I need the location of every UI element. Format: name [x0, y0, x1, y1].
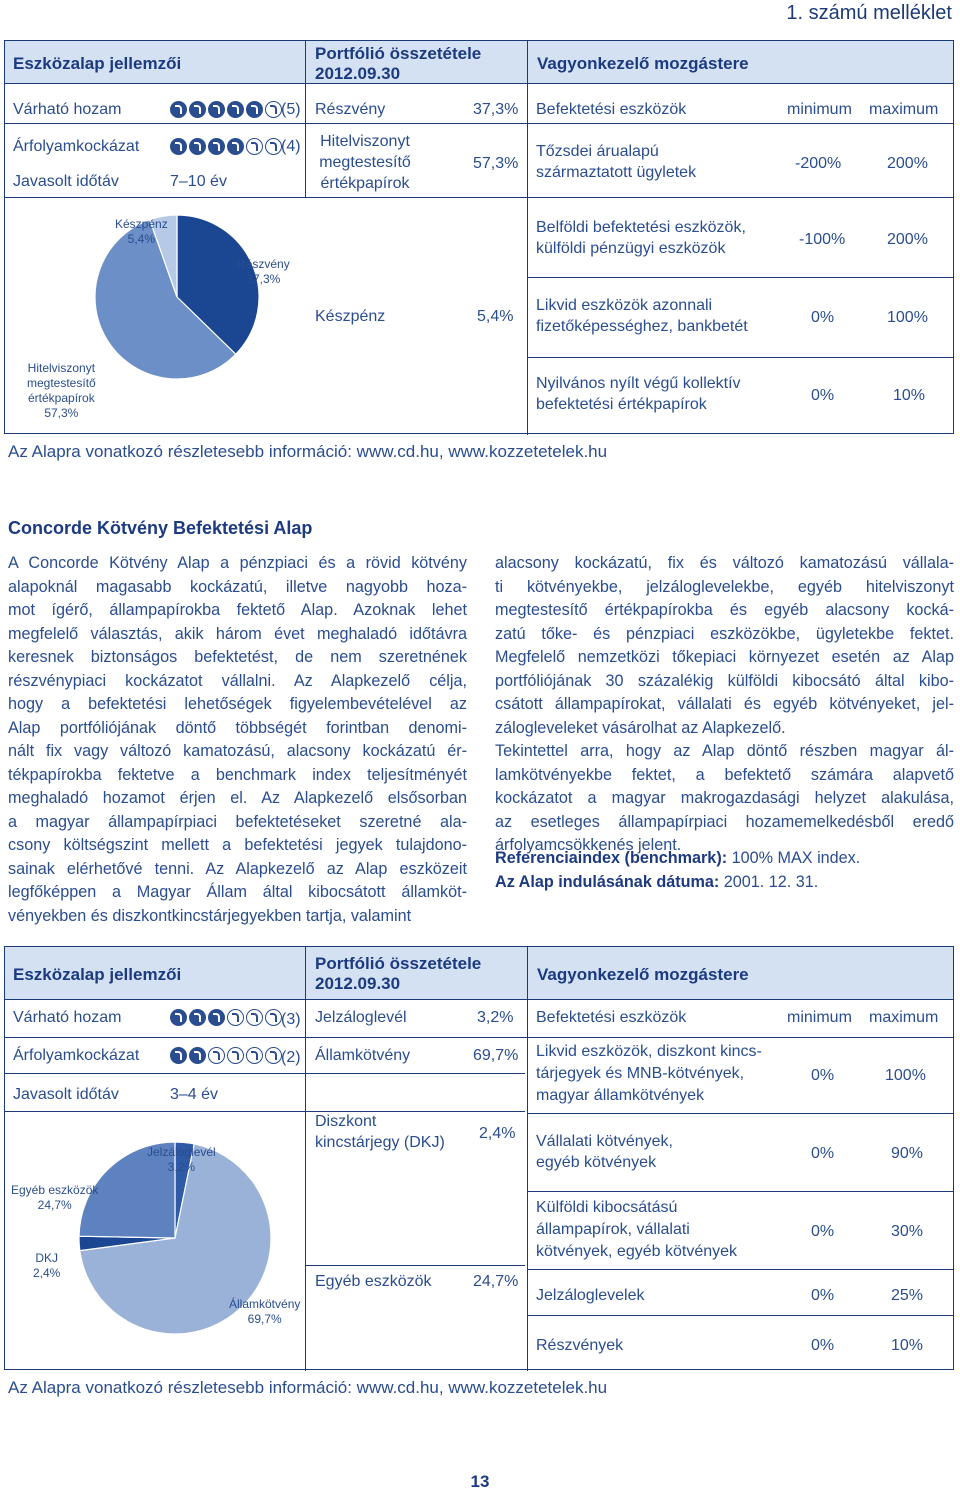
- limit-row-text: Vállalati kötvények,: [536, 1133, 673, 1150]
- divider: [5, 123, 953, 124]
- fund1-header-manager-range: Vagyonkezelő mozgástere: [537, 54, 749, 73]
- article-title: Concorde Kötvény Befektetési Alap: [8, 518, 313, 538]
- pie-label-text: 3,2%: [167, 1160, 196, 1174]
- horizon-value: 7–10 év: [170, 173, 227, 190]
- limit-row-text: külföldi pénzügyi eszközök: [536, 240, 726, 257]
- paragraph-line: mot ígérő, állampapírokba fektető Alap. Azoknak lehet: [8, 601, 467, 619]
- portfolio-item-name: Részvény: [315, 101, 386, 118]
- horizon-label: Javasolt időtáv: [13, 1086, 119, 1103]
- rating-filled-icon: [189, 138, 206, 155]
- limit-row-text: állampapírok, vállalati: [536, 1221, 690, 1238]
- paragraph-line: az esetleges állampapírpiaci hozamemelkedésből eredő: [495, 812, 954, 831]
- pie-label-other-assets: [11, 1183, 98, 1213]
- paragraph-line: kockázatot a magyar makrogazdasági helyzet alakulása,: [495, 789, 954, 807]
- paragraph-line: zálogleveleket vásárolhat az Alapkezelő.: [495, 718, 786, 737]
- risk-label: Árfolyamkockázat: [13, 138, 140, 155]
- paragraph-line: lamkötvényekbe fektet, a befektető számára alapvető: [495, 765, 954, 784]
- portfolio-item-value: 24,7%: [473, 1273, 519, 1290]
- portfolio-item-name-line: értékpapírok: [320, 175, 410, 192]
- paragraph-line: árfolyamcsökkenés jelent.: [495, 836, 682, 854]
- pie-label-text: 24,7%: [37, 1198, 72, 1212]
- limit-row: [536, 1041, 762, 1107]
- rating-filled-icon: [227, 101, 244, 118]
- limit-row-text: tárjegyek és MNB-kötvények,: [536, 1065, 745, 1082]
- paragraph-line: meghaladó hozamot érjen el. Az Alapkezelő elsősorban: [8, 789, 467, 807]
- expected-return-label: Várható hozam: [13, 101, 122, 118]
- paragraph-line: vényekben és diszkontkincstárjegyekben tartja, valamint: [8, 906, 412, 925]
- pie-label-text: 69,7%: [247, 1312, 282, 1326]
- divider: [527, 1191, 953, 1192]
- rating-filled-icon: [227, 138, 244, 155]
- limit-row-text: Belföldi befektetési eszközök,: [536, 219, 746, 236]
- divider: [305, 1265, 525, 1266]
- pie-label-text: 57,3%: [44, 406, 79, 420]
- limit-max: 10%: [891, 1337, 924, 1354]
- limits-header-max: maximum: [869, 101, 939, 118]
- limit-row: [536, 1197, 737, 1263]
- limit-row-text: Nyilvános nyílt végű kollektív: [536, 375, 741, 392]
- start-date-label: Az Alap indulásának dátuma:: [495, 873, 720, 891]
- limit-row: Jelzáloglevelek: [536, 1287, 645, 1304]
- pie-label-text: megtestesítő: [27, 376, 96, 390]
- paragraph-line: alacsony kockázatú, fix és változó kamatozású vállala-: [495, 554, 954, 572]
- paragraph-line: Tekintettel arra, hogy az Alap döntő részben magyar ál-: [495, 742, 954, 760]
- rating-filled-icon: [208, 138, 225, 155]
- limit-row-text: Külföldi kibocsátású: [536, 1199, 678, 1216]
- horizon-value: 3–4 év: [170, 1086, 219, 1103]
- pie-label-text: Egyéb eszközök: [11, 1183, 99, 1197]
- rating-filled-icon: [208, 1009, 225, 1026]
- expected-return-value: (5): [281, 101, 301, 118]
- limit-max: 90%: [891, 1145, 924, 1162]
- pie-label-text: DKJ: [35, 1251, 59, 1265]
- divider: [527, 1315, 953, 1316]
- portfolio-item-value: 2,4%: [479, 1125, 516, 1142]
- portfolio-item-name: Készpénz: [315, 308, 386, 325]
- benchmark-value: 100% MAX index.: [727, 849, 861, 867]
- limit-row: Részvények: [536, 1337, 624, 1354]
- paragraph-line: nált fix vagy változó kamatozású, alacsony kockázatú ér-: [8, 742, 467, 760]
- pie-label-text: Készpénz: [115, 217, 168, 231]
- portfolio-item-name: Jelzáloglevél: [315, 1009, 407, 1026]
- rating-empty-icon: [265, 138, 282, 155]
- limit-min: 0%: [811, 387, 835, 404]
- paragraph-line: részvénypiaci kockázatot vállalni. Az Alapkezelő célja,: [8, 671, 467, 690]
- portfolio-item-name-line: kincstárjegy (DKJ): [315, 1134, 445, 1151]
- pie-label-text: 5,4%: [127, 232, 156, 246]
- rating-filled-icon: [208, 101, 225, 118]
- rating-filled-icon: [170, 101, 187, 118]
- limit-row-text: befektetési értékpapírok: [536, 396, 707, 413]
- limit-row-text: Likvid eszközök, diszkont kincs-: [536, 1043, 762, 1060]
- paragraph-line: sainak elérhetővé tenni. Az Alapkezelő az Alap eszközeit: [8, 859, 467, 878]
- article-right-column: [495, 552, 954, 858]
- pie-label-cash: [115, 217, 168, 247]
- risk-rating: [170, 138, 282, 155]
- article-left-column: [8, 552, 467, 928]
- pie-label-text: Jelzáloglevél: [147, 1145, 216, 1159]
- paragraph-line: Alap portfóliójának döntő többségét forintban denomi-: [8, 718, 467, 737]
- fund1-info-text: Az Alapra vonatkozó részletesebb információ: www.cd.hu, www.kozzetetelek.hu: [8, 442, 608, 461]
- fund1-header-portfolio: [315, 44, 481, 84]
- paragraph-line: tékpapírokba fektetve a benchmark index teljesítményét: [8, 765, 467, 784]
- pie-label-text: Részvény: [237, 257, 290, 271]
- limit-row-text: Likvid eszközök azonnali: [536, 297, 713, 314]
- paragraph-line: ti kötvényekbe, jelzáloglevelekbe, egyéb hitelviszonyt: [495, 577, 954, 596]
- pie-label-text: Államkötvény: [229, 1297, 301, 1311]
- limits-header-max: maximum: [869, 1009, 939, 1026]
- fund2-header-manager-range: Vagyonkezelő mozgástere: [537, 965, 749, 984]
- portfolio-item-name-line: Diszkont: [315, 1113, 377, 1130]
- portfolio-item-name: Államkötvény: [315, 1047, 411, 1064]
- paragraph-line: A Concorde Kötvény Alap a pénzpiaci és a rövid kötvény: [8, 554, 467, 572]
- portfolio-item-value: 57,3%: [473, 155, 519, 172]
- fund2-header-portfolio: [315, 954, 481, 994]
- portfolio-item-name-line: Hitelviszonyt: [320, 133, 410, 150]
- fund2-info-text: Az Alapra vonatkozó részletesebb információ: www.cd.hu, www.kozzetetelek.hu: [8, 1378, 608, 1397]
- limit-min: -100%: [799, 231, 846, 248]
- rating-empty-icon: [265, 1009, 282, 1026]
- limit-min: -200%: [795, 155, 842, 172]
- portfolio-item-value: 3,2%: [477, 1009, 514, 1026]
- rating-filled-icon: [189, 1047, 206, 1064]
- divider: [527, 277, 953, 278]
- limit-max: 100%: [887, 309, 928, 326]
- limit-row: [536, 1131, 673, 1173]
- pie-label-text: Hitelviszonyt: [27, 361, 96, 375]
- paragraph-line: megfelelő választás, akik három évet meghaladó időtávra: [8, 624, 467, 643]
- limit-min: 0%: [811, 1337, 835, 1354]
- rating-filled-icon: [246, 101, 263, 118]
- rating-filled-icon: [170, 1047, 187, 1064]
- expected-return-rating: [170, 1009, 282, 1026]
- limit-row: [536, 217, 746, 259]
- paragraph-line: zatú tőke- és pénzpiaci eszközökbe, ügyletekbe fektet.: [495, 624, 954, 643]
- rating-empty-icon: [246, 1047, 263, 1064]
- paragraph-line: keresnek biztonságos befektetést, de nem szeretnének: [8, 648, 467, 666]
- fund2-header-portfolio-title: Portfólió összetétele: [315, 954, 482, 973]
- divider: [5, 1111, 525, 1112]
- paragraph-line: legfőképpen a Magyar Állam által kibocsátott államköt-: [8, 883, 467, 901]
- risk-rating: [170, 1047, 282, 1064]
- portfolio-item-name: Egyéb eszközök: [315, 1273, 432, 1290]
- limit-row-text: magyar államkötvények: [536, 1087, 705, 1104]
- limit-min: 0%: [811, 1067, 835, 1084]
- limit-row: [536, 141, 696, 183]
- pie-label-dkj: [33, 1251, 60, 1281]
- fund2-header-characteristics: Eszközalap jellemzői: [13, 965, 182, 984]
- limit-row: [536, 295, 748, 337]
- pie-label-government-bond: [229, 1297, 300, 1327]
- rating-filled-icon: [189, 101, 206, 118]
- divider: [527, 1113, 953, 1114]
- rating-empty-icon: [265, 101, 282, 118]
- portfolio-item-value: 69,7%: [473, 1047, 519, 1064]
- limit-row-text: egyéb kötvények: [536, 1154, 657, 1171]
- expected-return-value: (3): [281, 1011, 301, 1028]
- limits-header-label: Befektetési eszközök: [536, 101, 687, 118]
- divider: [527, 947, 528, 1371]
- paragraph-line: csátott állampapírokat, vállalati és egyéb kötvényeket, jel-: [495, 695, 954, 713]
- risk-value: (4): [281, 138, 301, 155]
- expected-return-rating: [170, 101, 282, 118]
- divider: [5, 999, 953, 1000]
- paragraph-line: csony költségszint mellett a befektetési jegyek tulajdono-: [8, 836, 467, 854]
- start-date-value: 2001. 12. 31.: [719, 873, 819, 891]
- paragraph-line: portfóliójának 30 százalékig külföldi kibocsátó által kibo-: [495, 671, 954, 690]
- benchmark-label: Referenciaindex (benchmark):: [495, 849, 728, 867]
- pie-label-text: 2,4%: [33, 1266, 61, 1280]
- limit-min: 0%: [811, 1287, 835, 1304]
- fund1-header-portfolio-date: 2012.09.30: [315, 64, 401, 83]
- paragraph-line: Megfelelő nemzetközi tőkepiaci környezet esetén az Alap: [495, 648, 954, 666]
- paragraph-line: a magyar állampapírpiaci befektetéseket szeretné ala-: [8, 812, 467, 831]
- page-number: 13: [470, 1472, 490, 1491]
- limit-max: 30%: [891, 1223, 924, 1240]
- expected-return-label: Várható hozam: [13, 1009, 122, 1026]
- fund1-header-portfolio-title: Portfólió összetétele: [315, 44, 482, 63]
- rating-filled-icon: [170, 138, 187, 155]
- paragraph-line: megtestesítő értékpapírokba és egyéb alacsony kocká-: [495, 601, 954, 619]
- pie-label-text: értékpapírok: [28, 391, 95, 405]
- fund2-header-portfolio-date: 2012.09.30: [315, 974, 401, 993]
- divider: [305, 947, 306, 1371]
- limit-row-text: kötvények, egyéb kötvények: [536, 1243, 738, 1260]
- rating-empty-icon: [246, 138, 263, 155]
- limit-min: 0%: [811, 1145, 835, 1162]
- rating-empty-icon: [227, 1047, 244, 1064]
- divider: [527, 357, 953, 358]
- pie-label-equity: [237, 257, 290, 287]
- rating-empty-icon: [265, 1047, 282, 1064]
- fund1-header-characteristics: Eszközalap jellemzői: [13, 54, 182, 73]
- portfolio-item-value: 37,3%: [473, 101, 519, 118]
- fund1-table: [4, 40, 954, 434]
- limit-row-text: fizetőképességhez, bankbetét: [536, 318, 748, 335]
- start-date-line: [495, 871, 954, 895]
- paragraph-line: alapoknál magasabb kockázatú, illetve nagyobb hoza-: [8, 577, 467, 596]
- rating-empty-icon: [246, 1009, 263, 1026]
- limit-row: [536, 373, 741, 415]
- limit-max: 200%: [887, 231, 928, 248]
- pie-label-bonds: [27, 361, 96, 421]
- portfolio-item-name-line: megtestesítő: [319, 154, 411, 171]
- divider: [5, 1037, 953, 1038]
- fund2-table: [4, 946, 954, 1370]
- rating-filled-icon: [189, 1009, 206, 1026]
- divider: [527, 1269, 953, 1270]
- pie-label-text: 37,3%: [246, 272, 281, 286]
- limit-row-text: Tőzsdei árualapú: [536, 143, 659, 160]
- limit-min: 0%: [811, 1223, 835, 1240]
- limit-max: 100%: [885, 1067, 926, 1084]
- horizon-label: Javasolt időtáv: [13, 173, 119, 190]
- limits-header-min: minimum: [787, 101, 852, 118]
- risk-label: Árfolyamkockázat: [13, 1047, 140, 1064]
- portfolio-item-name: [315, 131, 415, 194]
- rating-empty-icon: [227, 1009, 244, 1026]
- limit-max: 200%: [887, 155, 928, 172]
- divider: [5, 83, 953, 84]
- limits-header-min: minimum: [787, 1009, 852, 1026]
- limit-row-text: származtatott ügyletek: [536, 164, 697, 181]
- divider: [527, 41, 528, 435]
- divider: [305, 41, 306, 197]
- limit-max: 25%: [891, 1287, 924, 1304]
- limit-max: 10%: [893, 387, 926, 404]
- limits-header-label: Befektetési eszközök: [536, 1009, 687, 1026]
- rating-empty-icon: [208, 1047, 225, 1064]
- pie-label-mortgage-bond: [147, 1145, 216, 1175]
- divider: [5, 1073, 525, 1074]
- annex-label: 1. számú melléklet: [786, 2, 952, 24]
- benchmark-line: [495, 847, 954, 871]
- risk-value: (2): [281, 1049, 301, 1066]
- paragraph-line: hogy a befektetési lehetőségek figyelembevételével az: [8, 695, 467, 713]
- rating-filled-icon: [170, 1009, 187, 1026]
- portfolio-item-value: 5,4%: [477, 308, 514, 325]
- limit-min: 0%: [811, 309, 835, 326]
- portfolio-item-name: [315, 1111, 445, 1153]
